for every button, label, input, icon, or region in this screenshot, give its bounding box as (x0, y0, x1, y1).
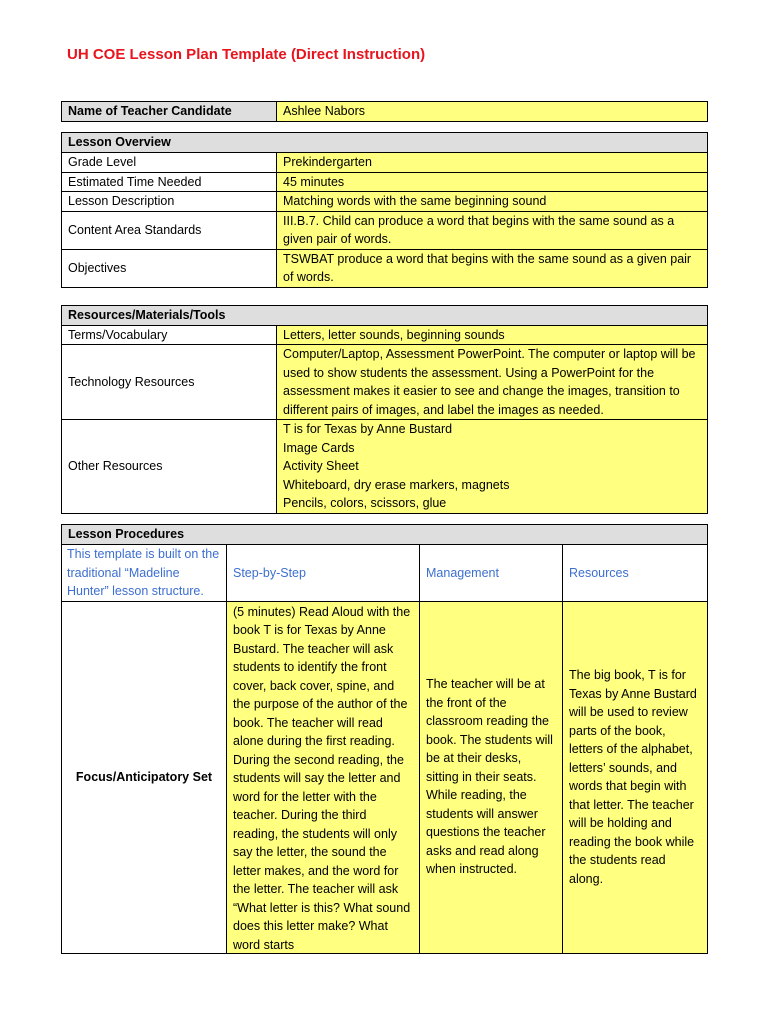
focus-step-by-step (227, 601, 420, 953)
col-header-management: Management (420, 545, 563, 602)
resources-table (61, 305, 708, 514)
page-title: UH COE Lesson Plan Template (Direct Instruction) (67, 46, 426, 63)
teacher-label: Name of Teacher Candidate (62, 102, 277, 122)
resources-header: Resources/Materials/Tools (62, 306, 708, 326)
col-header-resources: Resources (563, 545, 708, 602)
focus-resources: The big book, T is for Texas by Anne Bustard will be used to review parts of the book, letters of the alphabet, letters’ sounds, and words that begin with that letter. The teacher will be holding and reading the book while the students read along. (563, 601, 708, 953)
other-resource-item: Image Cards (283, 440, 355, 455)
overview-table (61, 132, 708, 288)
time-needed-value: 45 minutes (277, 172, 708, 192)
grade-level-label: Grade Level (62, 153, 277, 173)
focus-step-text: (5 minutes) Read Aloud with the book T is for Texas by Anne Bustard. The teacher will ask students to identify the front cover, back cover, spine, and the purpose of the author of the book. The teacher will read alone during the first reading. During the second reading, the students will say the letter and word for the letter with the teacher. During the third reading, the students will only say the letter, the sound the letter makes, and the word for the letter. The teacher will ask “What letter is this? What sound does this letter make? What word starts (233, 604, 411, 952)
tech-resources-value: Computer/Laptop, Assessment PowerPoint. The computer or laptop will be used to show students the assessment. Using a PowerPoint for the assessment makes it easier to see and change the images, transition to different pairs of images, and label the images as needed. (277, 345, 708, 420)
focus-anticipatory-label: Focus/Anticipatory Set (62, 601, 227, 953)
teacher-table (61, 101, 708, 122)
other-resources-list (277, 420, 708, 514)
tech-resources-label: Technology Resources (62, 345, 277, 420)
standards-value: III.B.7. Child can produce a word that begins with the same sound as a given pair of words. (277, 211, 708, 249)
procedures-table (61, 524, 708, 954)
time-needed-label: Estimated Time Needed (62, 172, 277, 192)
col-header-step-by-step: Step-by-Step (227, 545, 420, 602)
standards-label: Content Area Standards (62, 211, 277, 249)
other-resource-item: T is for Texas by Anne Bustard (283, 422, 453, 437)
terms-label: Terms/Vocabulary (62, 325, 277, 345)
lesson-description-label: Lesson Description (62, 192, 277, 212)
other-resources-label: Other Resources (62, 420, 277, 514)
other-resource-item: Whiteboard, dry erase markers, magnets (283, 477, 510, 492)
lesson-description-value: Matching words with the same beginning sound (277, 192, 708, 212)
grade-level-value: Prekindergarten (277, 153, 708, 173)
objectives-value: TSWBAT produce a word that begins with the same sound as a given pair of words. (277, 249, 708, 287)
teacher-value: Ashlee Nabors (277, 102, 708, 122)
procedures-header: Lesson Procedures (62, 525, 708, 545)
other-resource-item: Activity Sheet (283, 459, 359, 474)
terms-value: Letters, letter sounds, beginning sounds (277, 325, 708, 345)
objectives-label: Objectives (62, 249, 277, 287)
overview-header: Lesson Overview (62, 133, 708, 153)
other-resource-item: Pencils, colors, scissors, glue (283, 496, 447, 511)
focus-management: The teacher will be at the front of the classroom reading the book. The students will be at their desks, sitting in their seats. While reading, the students will answer questions the teacher asks and read along when instructed. (420, 601, 563, 953)
template-note: This template is built on the traditional “Madeline Hunter” lesson structure. (62, 545, 227, 602)
